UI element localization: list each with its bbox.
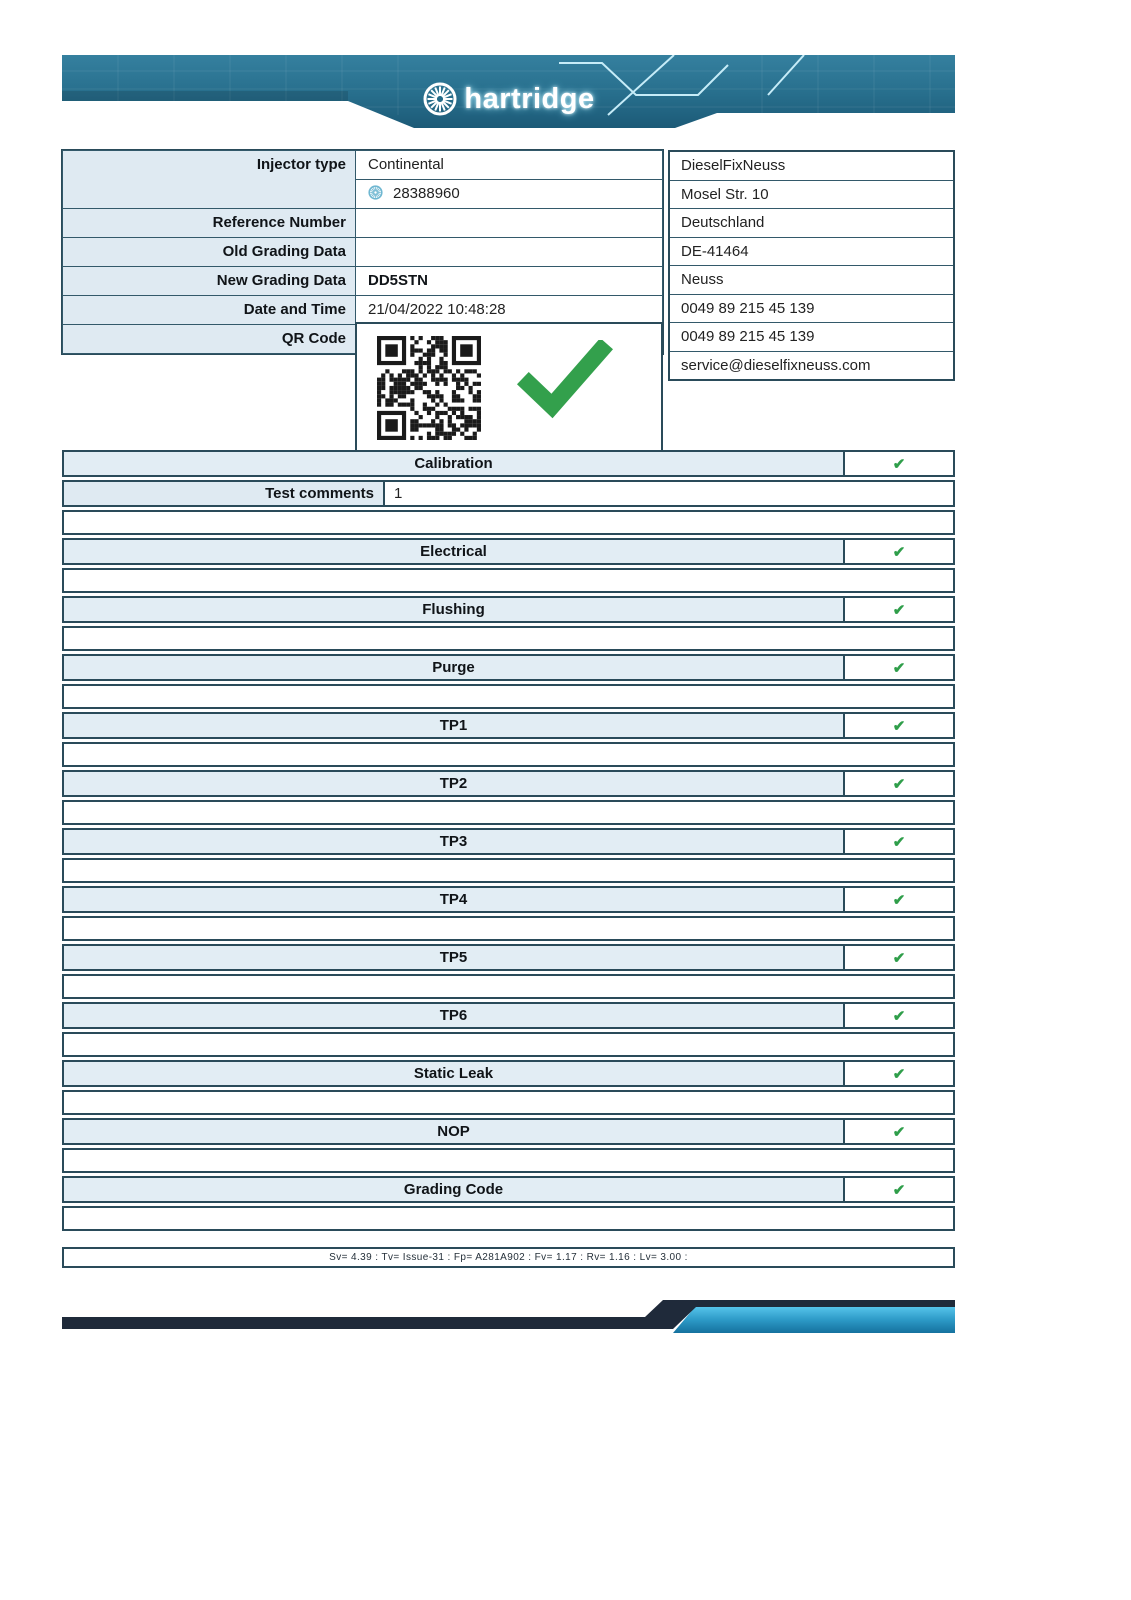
injector-type-label: Injector type: [62, 150, 356, 209]
check-icon: ✔: [845, 772, 953, 795]
spacer-row: [62, 1090, 955, 1115]
test-section-row: [62, 1002, 955, 1029]
injector-part-value: 28388960: [393, 185, 460, 202]
footer-banner: [62, 1297, 955, 1335]
check-icon: ✔: [845, 714, 953, 737]
address-line: 0049 89 215 45 139: [670, 295, 953, 324]
test-section-label: TP4: [64, 888, 845, 911]
footer-banner-graphic: [62, 1297, 955, 1335]
spacer-row: [62, 626, 955, 651]
spacer-row: [62, 974, 955, 999]
spacer-row: [62, 858, 955, 883]
test-section-row: [62, 1060, 955, 1087]
check-icon: ✔: [845, 1062, 953, 1085]
check-icon: ✔: [845, 656, 953, 679]
test-section-row: [62, 596, 955, 623]
test-section-label: Grading Code: [64, 1178, 845, 1201]
test-section-label: Purge: [64, 656, 845, 679]
test-section-label: Calibration: [64, 452, 845, 475]
spacer-row: [62, 800, 955, 825]
datetime-value: 21/04/2022 10:48:28: [355, 295, 663, 325]
test-section-label: Flushing: [64, 598, 845, 621]
test-section-row: [62, 944, 955, 971]
test-section-row: [62, 828, 955, 855]
test-section-label: Electrical: [64, 540, 845, 563]
test-comments-value: 1: [394, 485, 403, 502]
test-section-row: [62, 1176, 955, 1203]
reference-number-label: Reference Number: [62, 208, 356, 238]
qr-code-label: QR Code: [62, 324, 356, 354]
test-results-list: [62, 450, 955, 1268]
spacer-row: [62, 684, 955, 709]
header-banner-graphic: [62, 55, 955, 131]
test-comments-row: [62, 480, 955, 507]
address-line: DieselFixNeuss: [670, 152, 953, 181]
logo-text: hartridge: [464, 82, 595, 115]
test-section-label: Static Leak: [64, 1062, 845, 1085]
spacer-row: [62, 510, 955, 535]
check-icon: ✔: [845, 452, 953, 475]
spacer-row: [62, 1032, 955, 1057]
check-icon: ✔: [845, 830, 953, 853]
new-grading-label: New Grading Data: [62, 266, 356, 296]
spacer-row: [62, 1206, 955, 1231]
spacer-row: [62, 916, 955, 941]
qr-code-cell: [355, 322, 663, 452]
address-line: Mosel Str. 10: [670, 181, 953, 210]
check-icon: ✔: [845, 1178, 953, 1201]
check-icon: ✔: [845, 946, 953, 969]
test-section-row: [62, 654, 955, 681]
check-icon: ✔: [845, 1004, 953, 1027]
pass-check-icon: [515, 340, 615, 430]
address-line: service@dieselfixneuss.com: [681, 356, 871, 374]
check-icon: ✔: [845, 1120, 953, 1143]
address-line: Neuss: [670, 266, 953, 295]
new-grading-value: DD5STN: [355, 266, 663, 296]
test-section-label: TP3: [64, 830, 845, 853]
test-section-label: TP6: [64, 1004, 845, 1027]
address-line: Deutschland: [670, 209, 953, 238]
address-line: DE-41464: [670, 238, 953, 267]
test-section-row: [62, 450, 955, 477]
test-comments-label: Test comments: [64, 482, 385, 505]
test-section-row: [62, 1118, 955, 1145]
test-section-label: TP2: [64, 772, 845, 795]
workshop-address-table: [668, 150, 955, 381]
datetime-label: Date and Time: [62, 295, 356, 325]
spacer-row: [62, 742, 955, 767]
version-info-line: Sv= 4.39 : Tv= Issue-31 : Fp= A281A902 : Fv= 1.17 : Rv= 1.16 : Lv= 3.00 :: [62, 1247, 955, 1268]
test-section-label: TP5: [64, 946, 845, 969]
spacer-row: [62, 568, 955, 593]
header-banner: [62, 55, 955, 131]
spacer-row: [62, 1148, 955, 1173]
test-section-label: TP1: [64, 714, 845, 737]
check-icon: ✔: [845, 540, 953, 563]
test-section-label: NOP: [64, 1120, 845, 1143]
qr-code: [377, 336, 481, 440]
check-icon: ✔: [845, 888, 953, 911]
test-section-row: [62, 538, 955, 565]
check-icon: ✔: [845, 598, 953, 621]
test-section-row: [62, 712, 955, 739]
injector-make-value: Continental: [355, 150, 663, 180]
address-line: 0049 89 215 45 139: [670, 323, 953, 352]
test-section-row: [62, 886, 955, 913]
test-section-row: [62, 770, 955, 797]
old-grading-label: Old Grading Data: [62, 237, 356, 267]
